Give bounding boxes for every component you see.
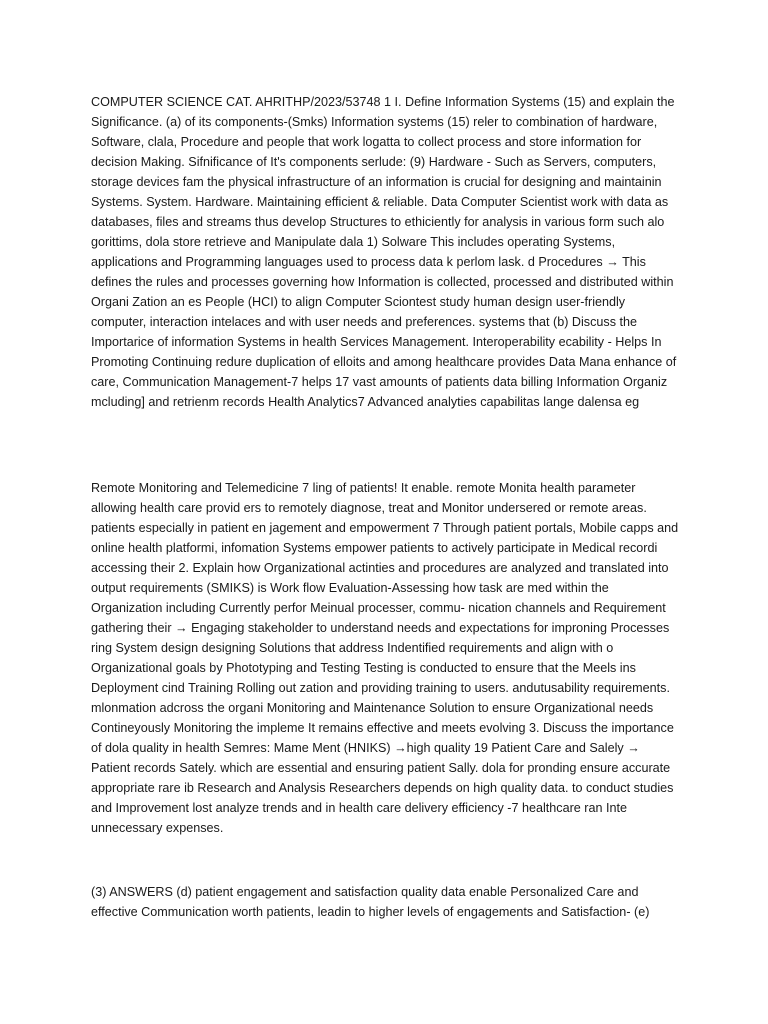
paragraph-1: COMPUTER SCIENCE CAT. AHRITHP/2023/53748 1 I. Define Information Systems (15) and explain the Significance. (a) of its components-(Smks) Information systems (15) reler to combination of hardware, Software, clala, Procedure and people that work logatta to collect process and store information for decision Making. Sifnificance of It's components serlude: (9) Hardware - Such as Servers, computers, storage devices fam the physical infrastructure of an information is crucial for designing and maintainin Systems. System. Hardware. Maintaining efficient & reliable. Data Computer Scientist work with data as databases, files and streams thus develop Structures to ethiciently for analysis in various form such alo gorittims, dola store retrieve and Manipulate dala 1) Solware This includes operating Systems, applications and Programming languages used to process data k perlom lask. d Procedures → This defines the rules and processes governing how Information is collected, processed and distributed within Organi Zation an es People (HCI) to align Computer Sciontest study human design user-friendly computer, interaction intelaces and with user needs and preferences. systems that (b) Discuss the Importarice of information Systems in health Services Management. Interoperability ecability - Helps In Promoting Continuing redure duplication of elloits and among healthcare provides Data Mana enhance of care, Communication Management-7 helps 17 vast amounts of patients data billing Information Organiz mcluding] and retrienm records Health Analytics7 Advanced analyties capabilitas lange dalensa eg xyxy=(91,95,677,409)
paragraph-3: (3) ANSWERS (d) patient engagement and satisfaction quality data enable Personalized Care and effective Communication worth patients, leadin to higher levels of engagements and Satisfaction- (e) xyxy=(91,885,650,919)
paragraph-2: Remote Monitoring and Telemedicine 7 ling of patients! It enable. remote Monita health parameter allowing health care provid ers to remotely diagnose, treat and Monitor undersered or remote areas. patients especially in patient en jagement and empowerment 7 Through patient portals, Mobile capps and online health platformi, infomation Systems empower patients to actively participate in Medical recordi accessing their 2. Explain how Organizational actinties and procedures are analyzed and translated into output requirements (SMIKS) is Work flow Evaluation-Assessing how task are med within the Organization including Currently perfor Meinual processer, commu- nication channels and Requirement gathering their → Engaging stakeholder to understand needs and expectations for improning Processes ring System design designing Solutions that address Indentified requirements and align with o Organizational goals by Phototyping and Testing Testing is conducted to ensure that the Meels ins Deployment cind Training Rolling out zation and providing training to users. andutusability requirements. mlonmation adcross the organi Monitoring and Maintenance Solution to ensure Organizational needs Contineyously Monitoring the impleme It remains effective and meets evolving 3. Discuss the importance of dola quality in health Semres: Mame Ment (HNIKS) →high quality 19 Patient Care and Salely → Patient records Sately. which are essential and ensuring patient Sally. dola for pronding ensure accurate appropriate rare ib Research and Analysis Researchers depends on high quality data. to conduct studies and Improvement lost analyze trends and in health care delivery efficiency -7 healthcare ran Inte unnecessary expenses. xyxy=(91,481,679,835)
